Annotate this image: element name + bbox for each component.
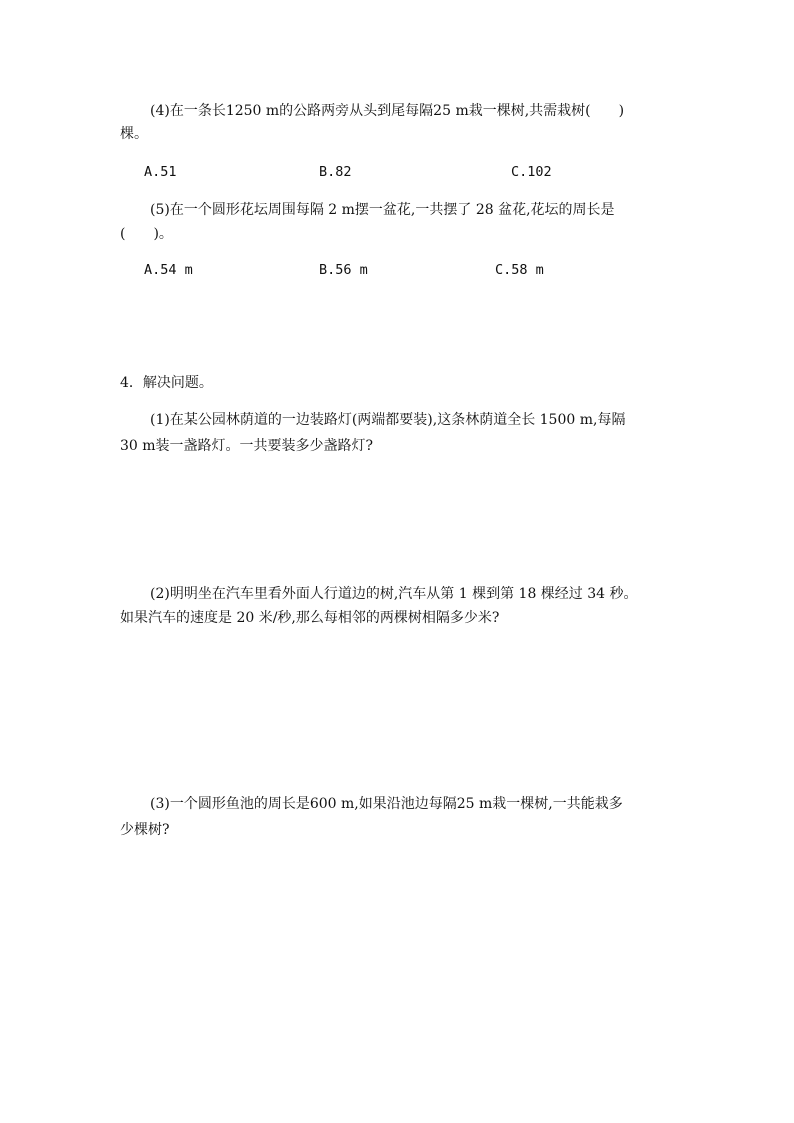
p2-text-line2: 如果汽车的速度是 20 米/秒,那么每相邻的两棵树相隔多少米?	[120, 610, 500, 626]
q5-option-a: A.54 m	[144, 262, 193, 278]
p3-text-line1: (3)一个圆形鱼池的周长是600 m,如果沿池边每隔25 m栽一棵树,一共能栽多	[150, 796, 623, 812]
p1-text-line2: 30 m装一盏路灯。一共要装多少盏路灯?	[120, 438, 374, 454]
q4-option-b: B.82	[319, 164, 352, 180]
q5-text-line2: ( )。	[120, 226, 173, 242]
p3-text-line2: 少棵树?	[120, 822, 170, 838]
q4-text-line2: 棵。	[120, 126, 148, 142]
q4-option-a: A.51	[144, 164, 177, 180]
q5-text-line1: (5)在一个圆形花坛周围每隔 2 m摆一盆花,一共摆了 28 盆花,花坛的周长是	[150, 202, 615, 218]
q5-option-c: C.58 m	[495, 262, 544, 278]
section-4-heading: 4．解决问题。	[120, 375, 213, 391]
p1-text-line1: (1)在某公园林荫道的一边装路灯(两端都要装),这条林荫道全长 1500 m,每隔	[150, 412, 626, 428]
q4-option-c: C.102	[511, 164, 552, 180]
p2-text-line1: (2)明明坐在汽车里看外面人行道边的树,汽车从第 1 棵到第 18 棵经过 34 秒。	[150, 586, 638, 602]
q4-text-line1: (4)在一条长1250 m的公路两旁从头到尾每隔25 m栽一棵树,共需栽树( )	[150, 103, 625, 119]
q5-option-b: B.56 m	[319, 262, 368, 278]
